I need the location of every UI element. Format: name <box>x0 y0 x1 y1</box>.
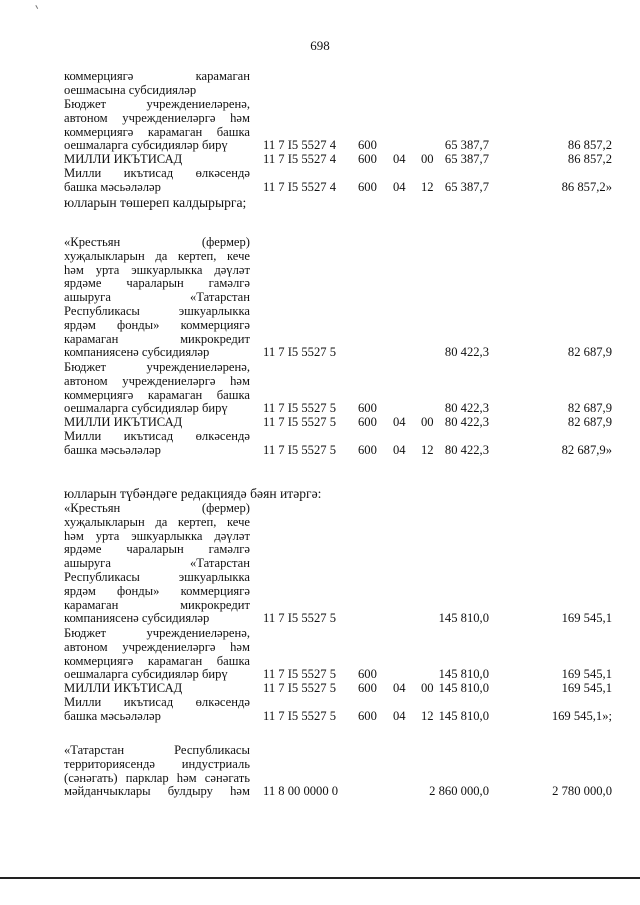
text-line: һәм урта эшкуарлыкка дәүләт <box>64 528 250 543</box>
text-line: мәйданчыклары булдыру һәм <box>64 784 250 799</box>
budget-block-1 <box>0 70 640 213</box>
text-line: автоном учреждениеләргә һәм <box>64 110 250 125</box>
text-line: (сәнәгать) парклар һәм сәнәгать <box>64 770 250 785</box>
table-row <box>0 430 640 458</box>
text-line: «Крестьян (фермер) <box>64 502 250 515</box>
text-line: Бюджет учреждениеләренә, <box>64 98 250 111</box>
amount-year-1: 80 422,3 <box>444 401 489 416</box>
amount-year-2: 82 687,9 <box>567 345 612 360</box>
text-line: башка мәсьәләләр <box>64 179 161 194</box>
section-code: 04 <box>393 415 406 429</box>
table-row <box>0 682 640 696</box>
amount-year-2: 169 545,1 <box>561 681 612 695</box>
budget-block-3 <box>0 486 640 724</box>
text-line: компаниясенә субсидияләр <box>64 345 210 360</box>
subsection-code: 00 <box>421 152 434 166</box>
amount-year-1: 65 387,7 <box>444 152 489 166</box>
text-line: карамаган микрокредит <box>64 331 250 346</box>
amount-year-2: 2 780 000,0 <box>552 784 612 799</box>
text-line: һәм урта эшкуарлыкка дәүләт <box>64 262 250 277</box>
text-line: Милли икътисад өлкәсендә <box>64 430 250 443</box>
budget-block-4 <box>0 744 640 800</box>
text-line: оешмаларга субсидияләр бирү <box>64 667 228 682</box>
amount-year-1: 65 387,7 <box>444 138 489 153</box>
subsection-code: 00 <box>421 415 434 429</box>
text-line: МИЛЛИ ИКЪТИСАД <box>64 153 183 166</box>
section-code: 04 <box>393 681 406 695</box>
text-line: ярдәм фонды» коммерциягә <box>64 317 250 332</box>
amount-year-2: 86 857,2» <box>561 179 612 194</box>
target-code: 11 7 I5 5527 5 <box>263 708 336 723</box>
text-line: Милли икътисад өлкәсендә <box>64 696 250 709</box>
text-line: «Татарстан Республикасы <box>64 744 250 757</box>
text-line: Бюджет учреждениеләренә, <box>64 361 250 374</box>
target-code: 11 7 I5 5527 4 <box>263 138 336 153</box>
expense-type: 600 <box>358 401 377 416</box>
text-line: МИЛЛИ ИКЪТИСАД <box>64 682 183 695</box>
table-row <box>0 236 640 361</box>
expense-type: 600 <box>358 152 377 166</box>
row-heading-continuation <box>0 70 640 98</box>
subsection-code: 12 <box>421 442 434 457</box>
expense-type: 600 <box>358 442 377 457</box>
text-line: Республикасы эшкуарлыкка <box>64 303 250 318</box>
table-row <box>0 502 640 627</box>
amount-year-1: 2 860 000,0 <box>429 784 489 799</box>
text-line: оешмаларга субсидияләр бирү <box>64 401 228 416</box>
expense-type: 600 <box>358 415 377 429</box>
text-line: ашыруга «Татарстан <box>64 290 250 305</box>
table-row <box>0 98 640 153</box>
amount-year-2: 86 857,2 <box>567 138 612 153</box>
text-line: ярдәме чараларын гамәлгә <box>64 542 250 557</box>
amount-year-2: 82 687,9 <box>567 401 612 416</box>
table-row <box>0 361 640 416</box>
target-code: 11 7 I5 5527 4 <box>263 179 336 194</box>
table-row <box>0 416 640 430</box>
text-line: хуҗалыкларын да кертеп, кече <box>64 514 250 529</box>
expense-type: 600 <box>358 667 377 682</box>
text-line: «Крестьян (фермер) <box>64 236 250 249</box>
text-line: Республикасы эшкуарлыкка <box>64 569 250 584</box>
text-line: башка мәсьәләләр <box>64 708 161 723</box>
section-code: 04 <box>393 442 406 457</box>
section-code: 04 <box>393 708 406 723</box>
target-code: 11 7 I5 5527 5 <box>263 667 336 682</box>
target-code: 11 7 I5 5527 5 <box>263 681 336 695</box>
amount-year-2: 169 545,1»; <box>551 708 612 723</box>
text-line: хуҗалыкларын да кертеп, кече <box>64 248 250 263</box>
page-number: 698 <box>310 38 330 53</box>
text-line: ярдәм фонды» коммерциягә <box>64 583 250 598</box>
text-line: Милли икътисад өлкәсендә <box>64 167 250 180</box>
text-line: оешмасына субсидияләр <box>64 82 197 97</box>
subsection-code: 12 <box>421 708 434 723</box>
table-row <box>0 167 640 195</box>
expense-type: 600 <box>358 708 377 723</box>
expense-type: 600 <box>358 179 377 194</box>
scan-mark <box>35 3 41 9</box>
text-line: карамаган микрокредит <box>64 597 250 612</box>
text-line: коммерциягә карамаган башка <box>64 653 250 668</box>
expense-type: 600 <box>358 681 377 695</box>
amount-year-2: 82 687,9 <box>567 415 612 429</box>
text-line: ярдәме чараларын гамәлгә <box>64 276 250 291</box>
target-code: 11 7 I5 5527 4 <box>263 152 336 166</box>
target-code: 11 7 I5 5527 5 <box>263 442 336 457</box>
text-line: МИЛЛИ ИКЪТИСАД <box>64 416 183 429</box>
amount-year-1: 145 810,0 <box>438 667 489 682</box>
section-code: 04 <box>393 179 406 194</box>
expense-type: 600 <box>358 138 377 153</box>
target-code: 11 7 I5 5527 5 <box>263 345 336 360</box>
amount-year-2: 169 545,1 <box>561 667 612 682</box>
amount-year-2: 82 687,9» <box>561 442 612 457</box>
subsection-code: 12 <box>421 179 434 194</box>
target-code: 11 7 I5 5527 5 <box>263 611 336 626</box>
amount-year-2: 86 857,2 <box>567 152 612 166</box>
instruction-row <box>0 195 640 213</box>
instruction-row <box>0 486 640 502</box>
target-code: 11 8 00 0000 0 <box>263 784 339 799</box>
text-line: коммерциягә карамаган башка <box>64 124 250 139</box>
instruction-text: юлларын түбәндәге редакциядә бәян итәргә: <box>64 486 322 501</box>
text-line: коммерциягә карамаган <box>64 70 250 83</box>
amount-year-2: 169 545,1 <box>561 611 612 626</box>
amount-year-1: 145 810,0 <box>438 681 489 695</box>
text-line: ашыруга «Татарстан <box>64 556 250 571</box>
text-line: автоном учреждениеләргә һәм <box>64 373 250 388</box>
table-row <box>0 627 640 682</box>
text-line: компаниясенә субсидияләр <box>64 611 210 626</box>
amount-year-1: 80 422,3 <box>444 442 489 457</box>
table-row <box>0 153 640 167</box>
subsection-code: 00 <box>421 681 434 695</box>
section-code: 04 <box>393 152 406 166</box>
text-line: территориясендә индустриаль <box>64 756 250 771</box>
target-code: 11 7 I5 5527 5 <box>263 401 336 416</box>
amount-year-1: 80 422,3 <box>444 415 489 429</box>
amount-year-1: 65 387,7 <box>444 179 489 194</box>
budget-block-2 <box>0 236 640 458</box>
amount-year-1: 145 810,0 <box>438 708 489 723</box>
text-line: автоном учреждениеләргә һәм <box>64 639 250 654</box>
table-row <box>0 744 640 800</box>
amount-year-1: 80 422,3 <box>444 345 489 360</box>
instruction-text: юлларын төшереп калдырырга; <box>64 195 247 210</box>
table-row <box>0 696 640 724</box>
amount-year-1: 145 810,0 <box>438 611 489 626</box>
text-line: Бюджет учреждениеләренә, <box>64 627 250 640</box>
text-line: коммерциягә карамаган башка <box>64 387 250 402</box>
text-line: башка мәсьәләләр <box>64 442 161 457</box>
text-line: оешмаларга субсидияләр бирү <box>64 138 228 153</box>
page-bottom-border <box>0 877 640 879</box>
target-code: 11 7 I5 5527 5 <box>263 415 336 429</box>
